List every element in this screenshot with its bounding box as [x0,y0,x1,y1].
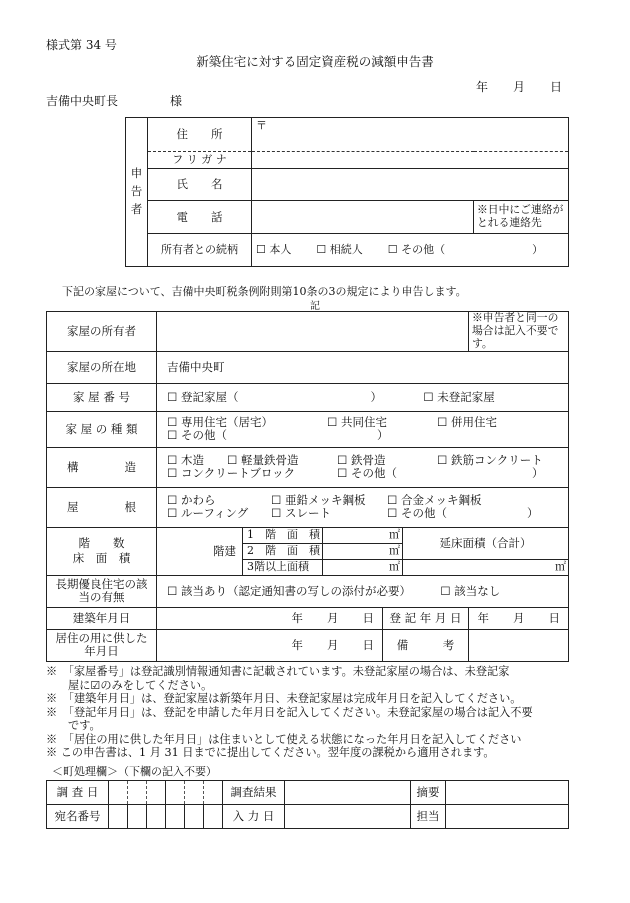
kaidate-label: 階建 [203,527,243,575]
floor-count-field[interactable] [157,527,203,575]
input-date-label: 入 力 日 [223,805,285,829]
furigana-field[interactable] [252,152,569,169]
structure-light-steel-checkbox[interactable]: ☐ 軽量鉄骨造 [227,452,299,467]
name-field[interactable] [252,169,569,201]
total-area-label: 延床面積（合計） [403,527,569,559]
roof-options [157,487,569,527]
notes [46,665,576,760]
type-apartment-checkbox[interactable]: ☐ 共同住宅 [327,414,387,429]
input-date-field[interactable] [285,805,411,829]
survey-date-cell[interactable] [147,781,166,805]
longlife-options [157,575,569,607]
roof-roofing-checkbox[interactable]: ☐ ルーフィング [167,506,249,521]
note-2: ※ 「建築年月日」は、登記家屋は新築年月日、未登記家屋は完成年月日を記入してください。 [46,692,522,705]
longlife-no-checkbox[interactable]: ☐ 該当なし [440,584,501,599]
address-number-cell[interactable] [185,805,204,829]
address-field[interactable]: 〒 [252,118,569,152]
built-date-field[interactable]: 年 月 日 [157,607,383,629]
structure-block-checkbox[interactable]: ☐ コンクリートブロック [167,466,296,481]
page-title: 新築住宅に対する固定資産税の減額申告書 [196,54,434,69]
house-type-label: 家 屋 の 種 類 [47,411,157,447]
relation-options [252,234,569,267]
note-3-cont: です。 [68,719,101,732]
residence-date-label: 居住の用に供した年月日 [47,629,157,661]
floor2-label: 2 階 面 積 [243,543,323,559]
address-number-label: 宛名番号 [47,805,109,829]
survey-date-cell[interactable] [166,781,185,805]
house-number-label: 家 屋 番 号 [47,383,157,411]
structure-other-close: ） [531,466,544,481]
location-label: 家屋の所在地 [47,351,157,383]
total-area-unit: ㎡ [549,559,569,575]
address-label: 住 所 [148,118,252,152]
survey-result-field[interactable] [285,781,411,805]
location-field[interactable]: 吉備中央町 [157,351,569,383]
type-other-close: ） [376,428,389,443]
address-number-cell[interactable] [204,805,223,829]
note-4: ※ 「居住の用に供した年月日」は住まいとして使える状態になった年月日を記入してください [46,732,522,746]
address-number-cell[interactable] [147,805,166,829]
person-field[interactable] [446,805,569,829]
roof-label: 屋 根 [47,487,157,527]
survey-date-cell[interactable] [185,781,204,805]
date-month-label: 月 [513,80,526,94]
house-number-options [157,383,569,411]
office-table [46,780,569,829]
form-number: 様式第 34 号 [46,38,117,52]
applicant-side-label: 申 告 者 [126,118,148,267]
addressee: 吉備中央町長 [46,94,119,108]
structure-other-checkbox[interactable]: ☐ その他（ [337,466,397,481]
owner-note: ※申告者と同一の場合は記入不要です。 [469,312,569,352]
ki-label: 記 [310,301,320,312]
name-label: 氏 名 [148,169,252,201]
phone-field[interactable] [252,201,474,234]
floor2-field[interactable] [323,543,383,559]
relation-label: 所有者との続柄 [148,234,252,267]
note-3: ※ 「登記年月日」は、登記を申請した年月日を記入してください。未登記家屋の場合は記入不要 [46,705,533,719]
floor1-label: 1 階 面 積 [243,527,323,543]
applicant-table [125,117,569,267]
date-year-label: 年 [476,80,489,94]
summary-label: 摘要 [411,781,446,805]
structure-label: 構 造 [47,447,157,487]
floor3-label: 3階以上面積 [243,559,323,575]
registered-date-field[interactable]: 年 月 日 [469,607,569,629]
survey-date-label: 調 査 日 [47,781,109,805]
remarks-label: 備 考 [383,629,469,661]
number-close: ） [370,390,382,405]
unregistered-house-checkbox[interactable]: ☐ 未登記家屋 [423,390,495,405]
relation-self-checkbox[interactable]: ☐ 本人 [256,243,292,257]
relation-heir-checkbox[interactable]: ☐ 相続人 [316,243,363,257]
roof-tile-checkbox[interactable]: ☐ かわら [167,492,216,507]
roof-alloy-checkbox[interactable]: ☐ 合金メッキ鋼板 [387,492,482,507]
remarks-field[interactable] [469,629,569,661]
type-exclusive-checkbox[interactable]: ☐ 専用住宅（居宅） [167,414,273,429]
survey-date-cell[interactable] [204,781,223,805]
floor3-unit: ㎡ [383,559,403,575]
floor1-unit: ㎡ [383,527,403,543]
type-other-checkbox[interactable]: ☐ その他（ [167,428,227,443]
house-type-options [157,411,569,447]
structure-rc-checkbox[interactable]: ☐ 鉄筋コンクリート [437,452,543,467]
longlife-label: 長期優良住宅の該当の有無 [47,575,157,607]
honorific: 様 [170,94,183,108]
owner-label: 家屋の所有者 [47,312,157,352]
office-title: ＜町処理欄＞（下欄の記入不要） [52,765,217,778]
roof-other-close: ） [526,506,539,521]
house-table [46,311,569,662]
residence-date-field[interactable]: 年 月 日 [157,629,383,661]
phone-note: ※日中にご連絡がとれる連絡先 [474,201,569,234]
structure-options [157,447,569,487]
summary-field[interactable] [446,781,569,805]
person-label: 担当 [411,805,446,829]
roof-slate-checkbox[interactable]: ☐ スレート [271,506,331,521]
total-area-field[interactable] [403,559,549,575]
phone-label: 電 話 [148,201,252,234]
floor3-field[interactable] [323,559,383,575]
roof-galvanized-checkbox[interactable]: ☐ 亜鉛メッキ鋼板 [271,492,366,507]
type-mixed-checkbox[interactable]: ☐ 併用住宅 [437,414,497,429]
built-date-label: 建築年月日 [47,607,157,629]
longlife-yes-checkbox[interactable]: ☐ 該当あり（認定通知書の写しの添付が必要） [167,584,411,599]
roof-other-checkbox[interactable]: ☐ その他（ [387,506,447,521]
registered-house-checkbox[interactable]: ☐ 登記家屋（ [167,390,239,405]
floor2-unit: ㎡ [383,543,403,559]
registered-date-label: 登 記 年 月 日 [383,607,469,629]
survey-date-cell[interactable] [109,781,128,805]
floor1-field[interactable] [323,527,383,543]
address-number-cell[interactable] [109,805,128,829]
note-1-cont: 屋に☑のみをしてください。 [68,678,213,692]
furigana-label: フ リ ガ ナ [148,152,252,169]
date-day-label: 日 [550,80,563,94]
note-5: ※ この申告書は、1 月 31 日までに提出してください。翌年度の課税から適用されます。 [46,746,495,759]
survey-result-label: 調査結果 [223,781,285,805]
relation-close: ） [532,243,544,257]
address-number-cell[interactable] [128,805,147,829]
floor-label: 階 数 床 面 積 [47,527,157,575]
owner-field[interactable] [157,312,469,352]
address-number-cell[interactable] [166,805,185,829]
structure-steel-checkbox[interactable]: ☐ 鉄骨造 [337,452,386,467]
structure-wood-checkbox[interactable]: ☐ 木造 [167,452,204,467]
relation-other-checkbox[interactable]: ☐ その他（ [387,243,446,257]
note-1: ※ 「家屋番号」は登記識別情報通知書に記載されています。未登記家屋の場合は、未登記家 [46,665,510,678]
intro-text: 下記の家屋について、吉備中央町税条例附則第10条の3の規定により申告します。 [62,285,467,298]
survey-date-cell[interactable] [128,781,147,805]
